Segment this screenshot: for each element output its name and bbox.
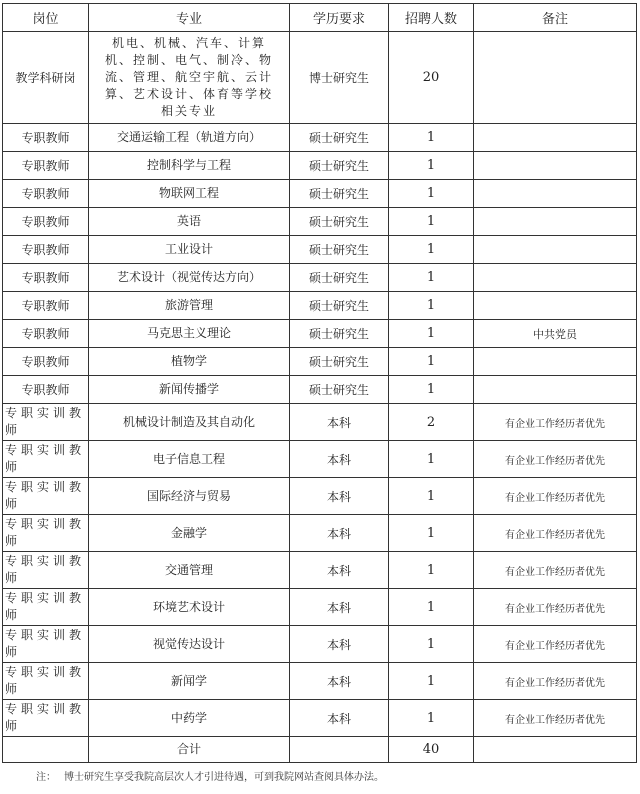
position-cell: 专职教师	[3, 236, 89, 264]
count-cell: 1	[389, 348, 474, 376]
major-cell: 马克思主义理论	[89, 320, 290, 348]
table-row	[3, 589, 637, 626]
total-row	[3, 737, 637, 763]
table-row	[3, 320, 637, 348]
major-cell: 金融学	[89, 515, 290, 552]
table-row	[3, 478, 637, 515]
count-cell: 1	[389, 264, 474, 292]
table-header-row	[3, 4, 637, 32]
recruitment-table	[2, 3, 637, 763]
count-cell: 1	[389, 376, 474, 404]
table-row	[3, 348, 637, 376]
major-cell: 新闻传播学	[89, 376, 290, 404]
education-cell: 硕士研究生	[290, 180, 389, 208]
position-cell: 专职教师	[3, 180, 89, 208]
position-cell: 专职实训教师	[3, 552, 89, 589]
table-row	[3, 441, 637, 478]
count-cell: 2	[389, 404, 474, 441]
table-row	[3, 152, 637, 180]
table-row	[3, 180, 637, 208]
table-row	[3, 292, 637, 320]
remark-cell	[474, 208, 637, 236]
count-cell: 1	[389, 552, 474, 589]
position-cell: 专职实训教师	[3, 700, 89, 737]
position-cell: 专职实训教师	[3, 441, 89, 478]
education-cell: 硕士研究生	[290, 152, 389, 180]
major-cell: 视觉传达设计	[89, 626, 290, 663]
count-cell: 1	[389, 208, 474, 236]
table-row	[3, 124, 637, 152]
count-cell: 1	[389, 700, 474, 737]
position-cell: 专职实训教师	[3, 626, 89, 663]
header-position: 岗位	[3, 4, 89, 32]
count-cell: 1	[389, 589, 474, 626]
remark-cell	[474, 376, 637, 404]
education-cell: 本科	[290, 441, 389, 478]
remark-cell: 有企业工作经历者优先	[474, 515, 637, 552]
major-cell: 工业设计	[89, 236, 290, 264]
major-cell: 中药学	[89, 700, 290, 737]
table-row	[3, 32, 637, 124]
position-cell: 专职教师	[3, 264, 89, 292]
major-cell: 机械设计制造及其自动化	[89, 404, 290, 441]
total-empty-cell	[474, 737, 637, 763]
position-cell: 专职实训教师	[3, 478, 89, 515]
education-cell: 硕士研究生	[290, 264, 389, 292]
remark-cell	[474, 124, 637, 152]
table-row	[3, 663, 637, 700]
position-cell: 专职教师	[3, 124, 89, 152]
table-row	[3, 626, 637, 663]
major-cell	[89, 32, 290, 124]
education-cell: 本科	[290, 626, 389, 663]
footnote-text: 博士研究生享受我院高层次人才引进待遇，可到我院网站查阅具体办法。	[64, 772, 384, 783]
education-cell: 本科	[290, 478, 389, 515]
count-cell: 1	[389, 478, 474, 515]
remark-cell	[474, 180, 637, 208]
education-cell: 本科	[290, 515, 389, 552]
major-cell: 新闻学	[89, 663, 290, 700]
remark-cell: 有企业工作经历者优先	[474, 552, 637, 589]
position-cell: 专职教师	[3, 348, 89, 376]
footnote	[36, 768, 384, 783]
table-row	[3, 700, 637, 737]
position-cell: 专职实训教师	[3, 589, 89, 626]
table-row	[3, 264, 637, 292]
count-cell: 20	[389, 32, 474, 124]
remark-cell: 中共党员	[474, 320, 637, 348]
table-row	[3, 515, 637, 552]
total-empty-cell	[290, 737, 389, 763]
education-cell: 硕士研究生	[290, 236, 389, 264]
major-cell: 交通运输工程（轨道方向）	[89, 124, 290, 152]
remark-cell: 有企业工作经历者优先	[474, 404, 637, 441]
remark-cell: 有企业工作经历者优先	[474, 626, 637, 663]
education-cell: 本科	[290, 663, 389, 700]
position-cell: 专职实训教师	[3, 663, 89, 700]
remark-cell: 有企业工作经历者优先	[474, 441, 637, 478]
education-cell: 硕士研究生	[290, 208, 389, 236]
table-row	[3, 236, 637, 264]
position-cell: 专职教师	[3, 292, 89, 320]
education-cell: 本科	[290, 404, 389, 441]
header-count: 招聘人数	[389, 4, 474, 32]
remark-cell: 有企业工作经历者优先	[474, 478, 637, 515]
count-cell: 1	[389, 124, 474, 152]
major-cell: 电子信息工程	[89, 441, 290, 478]
education-cell: 硕士研究生	[290, 376, 389, 404]
education-cell: 硕士研究生	[290, 292, 389, 320]
remark-cell: 有企业工作经历者优先	[474, 700, 637, 737]
major-cell: 环境艺术设计	[89, 589, 290, 626]
footnote-label: 注：	[36, 772, 56, 783]
major-cell: 英语	[89, 208, 290, 236]
header-remark: 备注	[474, 4, 637, 32]
position-cell: 专职实训教师	[3, 404, 89, 441]
education-cell: 本科	[290, 700, 389, 737]
count-cell: 1	[389, 441, 474, 478]
major-cell: 国际经济与贸易	[89, 478, 290, 515]
major-cell: 旅游管理	[89, 292, 290, 320]
major-cell: 物联网工程	[89, 180, 290, 208]
count-cell: 1	[389, 180, 474, 208]
position-cell: 专职实训教师	[3, 515, 89, 552]
total-empty-cell	[3, 737, 89, 763]
count-cell: 1	[389, 292, 474, 320]
major-cell: 控制科学与工程	[89, 152, 290, 180]
remark-cell	[474, 32, 637, 124]
education-cell: 本科	[290, 589, 389, 626]
remark-cell: 有企业工作经历者优先	[474, 589, 637, 626]
table-row	[3, 552, 637, 589]
major-cell: 植物学	[89, 348, 290, 376]
education-cell: 硕士研究生	[290, 124, 389, 152]
position-cell: 专职教师	[3, 208, 89, 236]
major-cell: 艺术设计（视觉传达方向）	[89, 264, 290, 292]
header-education: 学历要求	[290, 4, 389, 32]
table-row	[3, 404, 637, 441]
major-cell: 交通管理	[89, 552, 290, 589]
position-cell: 专职教师	[3, 376, 89, 404]
count-cell: 1	[389, 663, 474, 700]
education-cell: 硕士研究生	[290, 320, 389, 348]
education-cell: 本科	[290, 552, 389, 589]
count-cell: 1	[389, 626, 474, 663]
position-cell: 专职教师	[3, 152, 89, 180]
count-cell: 1	[389, 515, 474, 552]
remark-cell	[474, 152, 637, 180]
remark-cell: 有企业工作经历者优先	[474, 663, 637, 700]
education-cell: 博士研究生	[290, 32, 389, 124]
count-cell: 1	[389, 152, 474, 180]
table-row	[3, 376, 637, 404]
total-count: 40	[389, 737, 474, 763]
remark-cell	[474, 348, 637, 376]
remark-cell	[474, 292, 637, 320]
table-row	[3, 208, 637, 236]
header-major: 专业	[89, 4, 290, 32]
education-cell: 硕士研究生	[290, 348, 389, 376]
remark-cell	[474, 264, 637, 292]
total-label: 合计	[89, 737, 290, 763]
remark-cell	[474, 236, 637, 264]
position-cell: 专职教师	[3, 320, 89, 348]
major-text: 机电、机械、汽车、计算机、控制、电气、制冷、物流、管理、航空宇航、云计算、艺术设计、体育等学校相关专业	[104, 36, 273, 118]
position-cell: 教学科研岗	[3, 32, 89, 124]
count-cell: 1	[389, 320, 474, 348]
count-cell: 1	[389, 236, 474, 264]
